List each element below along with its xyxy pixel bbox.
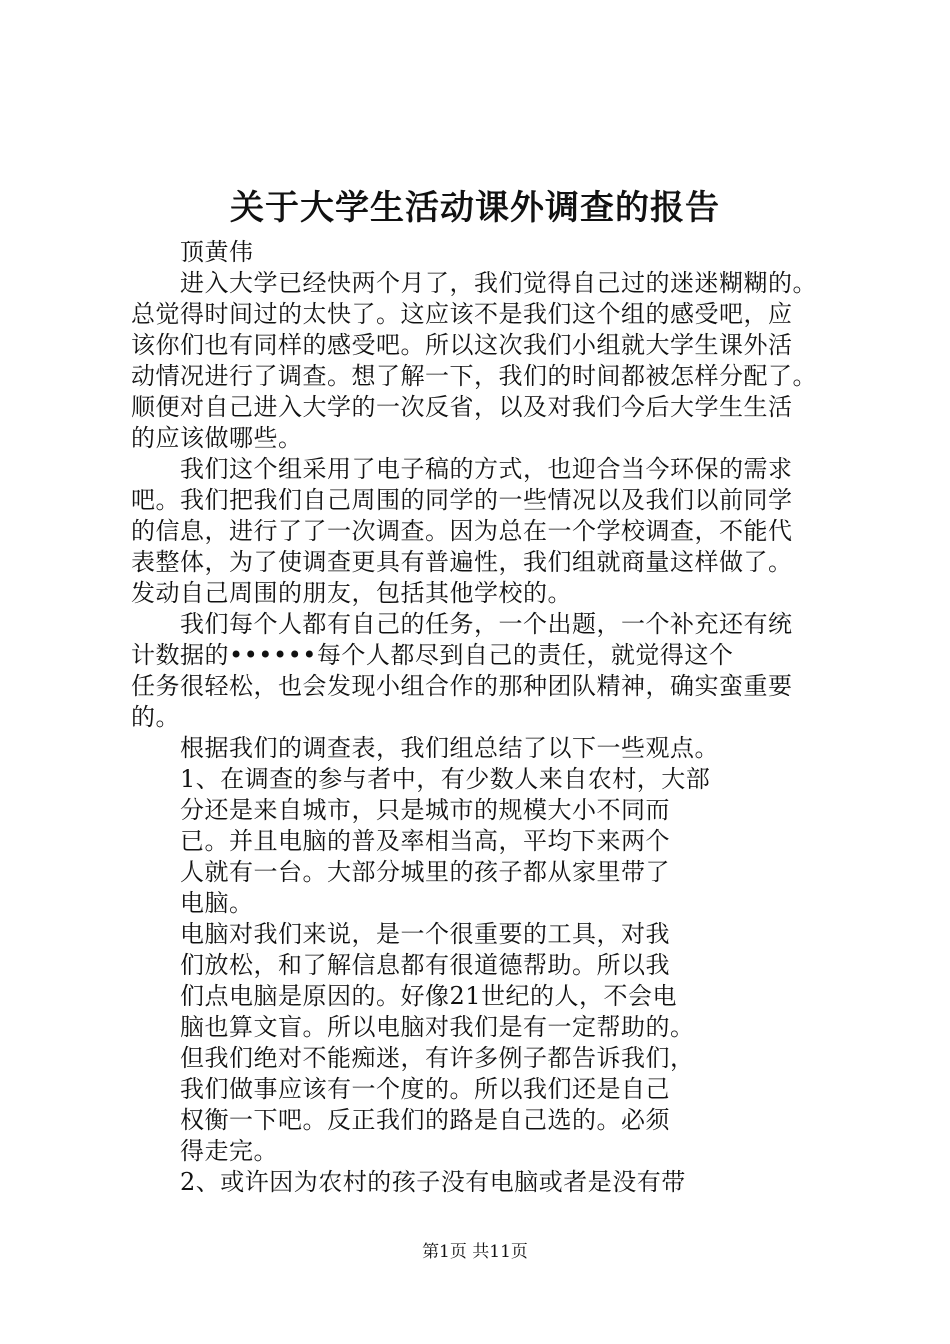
body-line: 的应该做哪些。 (131, 424, 303, 452)
body-line: 总觉得时间过的太快了。这应该不是我们这个组的感受吧，应 (131, 300, 793, 328)
body-line: 们放松，和了解信息都有很道德帮助。所以我 (180, 951, 670, 979)
document-title: 关于大学生活动课外调查的报告 (230, 188, 720, 228)
body-line: 该你们也有同样的感受吧。所以这次我们小组就大学生课外活 (131, 331, 793, 359)
body-line: 权衡一下吧。反正我们的路是自己选的。必须 (180, 1106, 670, 1134)
body-line: 脑也算文盲。所以电脑对我们是有一定帮助的。 (180, 1013, 695, 1041)
body-line: 顺便对自己进入大学的一次反省，以及对我们今后大学生生活 (131, 393, 793, 421)
body-line: 发动自己周围的朋友，包括其他学校的。 (131, 579, 572, 607)
body-line: 计数据的••••••每个人都尽到自己的责任，就觉得这个 (131, 641, 734, 669)
body-line: 电脑。 (180, 889, 254, 917)
body-line: 我们每个人都有自己的任务，一个出题，一个补充还有统 (180, 610, 793, 638)
body-line: 们点电脑是原因的。好像21世纪的人，不会电 (180, 982, 678, 1010)
author-name: 顶黄伟 (180, 238, 254, 266)
body-line: 任务很轻松，也会发现小组合作的那种团队精神，确实蛮重要 (131, 672, 793, 700)
body-line: 分还是来自城市，只是城市的规模大小不同而 (180, 796, 670, 824)
body-line: 人就有一台。大部分城里的孩子都从家里带了 (180, 858, 670, 886)
body-line: 进入大学已经快两个月了，我们觉得自己过的迷迷糊糊的。 (180, 269, 817, 297)
body-line: 1、在调查的参与者中，有少数人来自农村，大部 (180, 765, 711, 793)
page-number-footer: 第1页 共11页 (422, 1242, 528, 1262)
body-line: 的信息，进行了了一次调查。因为总在一个学校调查，不能代 (131, 517, 793, 545)
body-line: 2、或许因为农村的孩子没有电脑或者是没有带 (180, 1168, 686, 1196)
body-line: 但我们绝对不能痴迷，有许多例子都告诉我们， (180, 1044, 695, 1072)
body-line: 根据我们的调查表，我们组总结了以下一些观点。 (180, 734, 719, 762)
body-line: 我们做事应该有一个度的。所以我们还是自己 (180, 1075, 670, 1103)
body-line: 我们这个组采用了电子稿的方式，也迎合当今环保的需求 (180, 455, 793, 483)
body-line: 吧。我们把我们自己周围的同学的一些情况以及我们以前同学 (131, 486, 793, 514)
body-line: 电脑对我们来说，是一个很重要的工具，对我 (180, 920, 670, 948)
body-line: 的。 (131, 703, 180, 731)
body-line: 已。并且电脑的普及率相当高，平均下来两个 (180, 827, 670, 855)
body-line: 得走完。 (180, 1137, 278, 1165)
body-line: 表整体，为了使调查更具有普遍性，我们组就商量这样做了。 (131, 548, 793, 576)
body-line: 动情况进行了调查。想了解一下，我们的时间都被怎样分配了。 (131, 362, 817, 390)
